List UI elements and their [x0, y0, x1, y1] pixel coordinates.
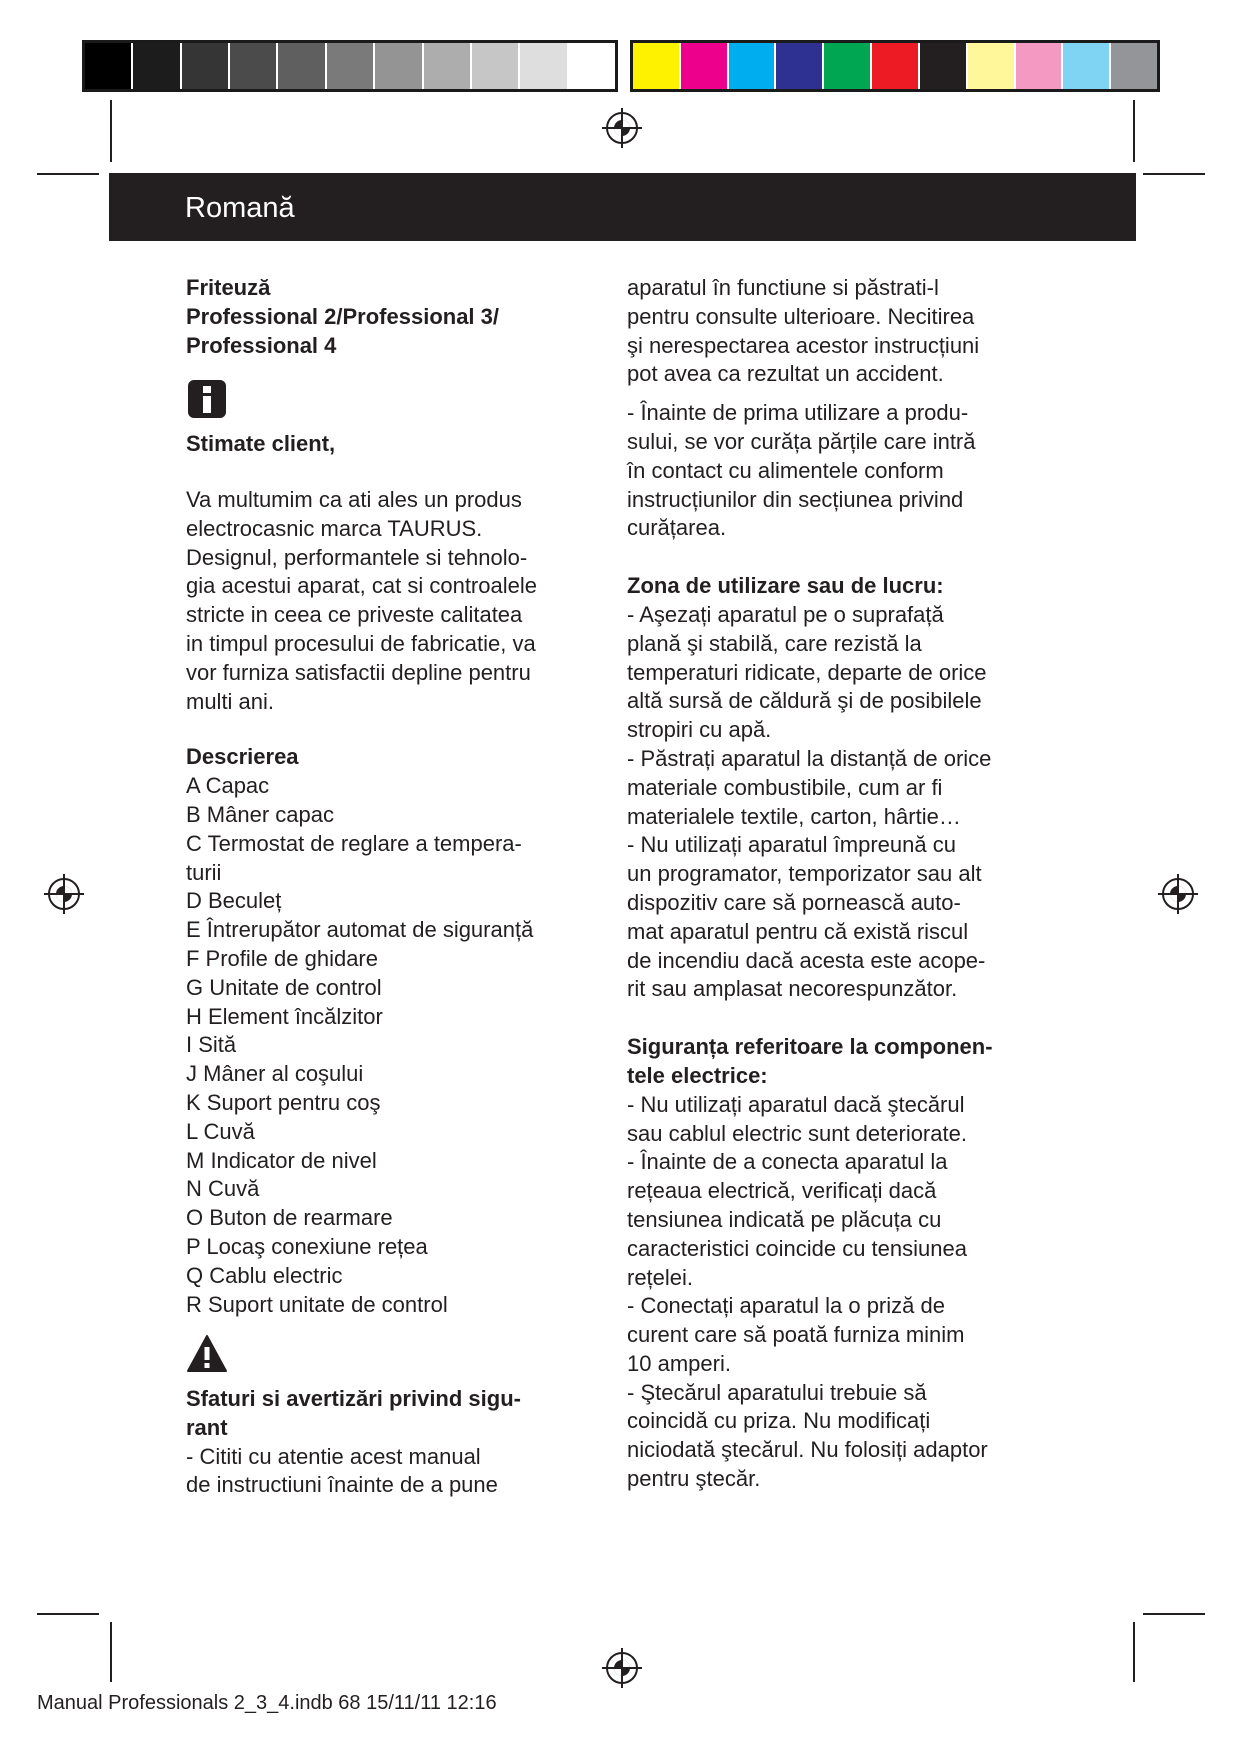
- text-line: 10 amperi.: [627, 1350, 731, 1376]
- color-swatch: [872, 43, 920, 89]
- text-line: stricte in ceea ce priveste calitatea: [186, 602, 523, 628]
- usage-lines: [627, 601, 1047, 1004]
- text-line: - Înainte de prima utilizare a produ-: [627, 400, 969, 426]
- text-line: materialele textile, carton, hârtie…: [627, 803, 961, 829]
- color-swatch: [1016, 43, 1064, 89]
- text-line: dispozitiv care să pornească auto-: [627, 889, 961, 915]
- process-color-bar: [630, 40, 1160, 92]
- text-line: pentru consulte ulterioare. Necitirea: [627, 303, 975, 329]
- text-line: aparatul în functiune si păstrati-l: [627, 275, 939, 300]
- text-line: instrucțiunilor din secțiunea privind: [627, 486, 964, 512]
- color-swatch: [133, 43, 181, 89]
- text-line: - Nu utilizați aparatul împreună cu: [627, 832, 956, 858]
- text-line: coincidă cu priza. Nu modificați: [627, 1408, 931, 1434]
- greeting: Stimate client,: [186, 431, 336, 457]
- text-line: şi nerespectarea acestor instrucțiuni: [627, 332, 980, 358]
- usage-heading: Zona de utilizare sau de lucru:: [627, 573, 944, 599]
- part-item: H Element încălzitor: [186, 1003, 383, 1029]
- crop-mark: [110, 1622, 112, 1682]
- text-line: - Înainte de a conecta aparatul la: [627, 1149, 948, 1175]
- product-models: Professional 2/Professional 3/: [186, 303, 500, 329]
- continuation-paragraph: [627, 274, 1047, 389]
- part-item: F Profile de ghidare: [186, 945, 378, 971]
- text-line: de instructiuni înainte de a pune: [186, 1472, 498, 1498]
- text-line: curent care să poată furniza minim: [627, 1322, 965, 1348]
- color-swatch: [182, 43, 230, 89]
- text-line: Designul, performantele si tehnolo-: [186, 544, 528, 570]
- part-item: Q Cablu electric: [186, 1262, 343, 1288]
- text-line: mat aparatul pentru că există riscul: [627, 918, 969, 944]
- color-swatch: [681, 43, 729, 89]
- color-swatch: [520, 43, 568, 89]
- color-swatch: [776, 43, 824, 89]
- color-swatch: [375, 43, 423, 89]
- cleaning-note: [627, 399, 1047, 543]
- crop-mark: [37, 1613, 99, 1615]
- description-heading: Descrierea: [186, 744, 299, 770]
- text-line: tensiunea indicată pe plăcuța cu: [627, 1206, 942, 1232]
- color-swatch: [920, 43, 968, 89]
- crop-mark: [1143, 173, 1205, 175]
- color-swatch: [569, 43, 615, 89]
- part-item: G Unitate de control: [186, 974, 382, 1000]
- text-line: Va multumim ca ati ales un produs: [186, 486, 522, 512]
- crop-mark: [37, 173, 99, 175]
- color-swatch: [633, 43, 681, 89]
- text-line: curățarea.: [627, 515, 727, 541]
- product-models: Professional 4: [186, 332, 337, 358]
- text-line: niciodată ştecărul. Nu folosiți adaptor: [627, 1437, 988, 1463]
- language-header-band: [109, 173, 1136, 241]
- crop-mark: [1143, 1613, 1205, 1615]
- text-line: rețeaua electrică, verificați dacă: [627, 1178, 937, 1204]
- text-line: altă sursă de căldură şi de posibilele: [627, 688, 982, 714]
- text-line: rețelei.: [627, 1264, 694, 1290]
- product-title: Friteuză: [186, 275, 271, 300]
- color-swatch: [85, 43, 133, 89]
- part-item: K Suport pentru coş: [186, 1089, 381, 1115]
- registration-mark-icon: [1156, 872, 1200, 916]
- electrical-lines: [627, 1091, 1047, 1494]
- text-line: vor furniza satisfactii depline pentru: [186, 659, 531, 685]
- color-swatch: [472, 43, 520, 89]
- text-line: - Ştecărul aparatului trebuie să: [627, 1379, 927, 1405]
- text-line: un programator, temporizator sau alt: [627, 861, 982, 887]
- text-line: stropiri cu apă.: [627, 717, 772, 743]
- text-line: pentru ştecăr.: [627, 1466, 761, 1492]
- text-line: - Păstrați aparatul la distanță de orice: [627, 745, 992, 771]
- electrical-heading: tele electrice:: [627, 1062, 768, 1088]
- part-item: P Locaş conexiune rețea: [186, 1233, 428, 1259]
- text-line: materiale combustibile, cum ar fi: [627, 774, 943, 800]
- color-swatch: [1063, 43, 1111, 89]
- part-item: C Termostat de reglare a tempera-: [186, 830, 522, 856]
- right-column: [627, 274, 1047, 1494]
- text-line: - Conectați aparatul la o priză de: [627, 1293, 945, 1319]
- text-line: de incendiu dacă acesta este acope-: [627, 947, 986, 973]
- text-line: - Cititi cu atentie acest manual: [186, 1443, 481, 1469]
- text-line: - Aşezați aparatul pe o suprafață: [627, 601, 944, 627]
- print-slug: Manual Professionals 2_3_4.indb 68 15/11/11 12:16: [37, 1692, 497, 1714]
- registration-mark-icon: [600, 1646, 644, 1690]
- text-line: în contact cu alimentele conform: [627, 457, 944, 483]
- safety-heading: Sfaturi si avertizări privind sigu-: [186, 1386, 521, 1412]
- electrical-heading: Siguranța referitoare la componen-: [627, 1034, 993, 1060]
- part-item: D Beculeț: [186, 888, 282, 914]
- info-icon: [186, 378, 228, 420]
- color-swatch: [1111, 43, 1157, 89]
- grayscale-color-bar: [82, 40, 618, 92]
- parts-list: [186, 772, 586, 1319]
- crop-mark: [1133, 1622, 1135, 1682]
- safety-heading: rant: [186, 1414, 228, 1440]
- text-line: sului, se vor curăța părțile care intră: [627, 428, 976, 454]
- color-swatch: [230, 43, 278, 89]
- safety-lines: [186, 1443, 586, 1501]
- color-swatch: [424, 43, 472, 89]
- text-line: caracteristici coincide cu tensiunea: [627, 1235, 967, 1261]
- part-item: A Capac: [186, 773, 270, 799]
- registration-mark-icon: [42, 872, 86, 916]
- text-line: plană şi stabilă, care rezistă la: [627, 630, 922, 656]
- part-item: N Cuvă: [186, 1176, 260, 1202]
- crop-mark: [110, 100, 112, 162]
- page-title: Romană: [185, 192, 295, 224]
- part-item: M Indicator de nivel: [186, 1147, 377, 1173]
- left-column: [186, 274, 586, 1500]
- color-swatch: [278, 43, 326, 89]
- text-line: rit sau amplasat necorespunzător.: [627, 976, 958, 1002]
- intro-paragraph: [186, 486, 586, 716]
- text-line: temperaturi ridicate, departe de orice: [627, 659, 987, 685]
- part-item: J Mâner al coşului: [186, 1061, 364, 1087]
- part-item: E Întrerupător automat de siguranță: [186, 917, 534, 943]
- text-line: electrocasnic marca TAURUS.: [186, 515, 483, 541]
- part-item: I Sită: [186, 1032, 237, 1058]
- text-line: multi ani.: [186, 688, 275, 714]
- part-item: B Mâner capac: [186, 801, 334, 827]
- part-item: L Cuvă: [186, 1118, 255, 1144]
- text-line: - Nu utilizați aparatul dacă ştecărul: [627, 1091, 965, 1117]
- registration-mark-icon: [600, 106, 644, 150]
- text-line: in timpul procesului de fabricatie, va: [186, 630, 536, 656]
- color-swatch: [327, 43, 375, 89]
- color-swatch: [968, 43, 1016, 89]
- text-line: gia acestui aparat, cat si controalele: [186, 573, 537, 599]
- text-line: sau cablul electric sunt deteriorate.: [627, 1120, 967, 1146]
- part-item: turii: [186, 859, 222, 885]
- crop-mark: [1133, 100, 1135, 162]
- color-swatch: [824, 43, 872, 89]
- warning-icon: [186, 1333, 228, 1375]
- part-item: O Buton de rearmare: [186, 1205, 393, 1231]
- part-item: R Suport unitate de control: [186, 1291, 448, 1317]
- color-swatch: [729, 43, 777, 89]
- text-line: pot avea ca rezultat un accident.: [627, 361, 944, 387]
